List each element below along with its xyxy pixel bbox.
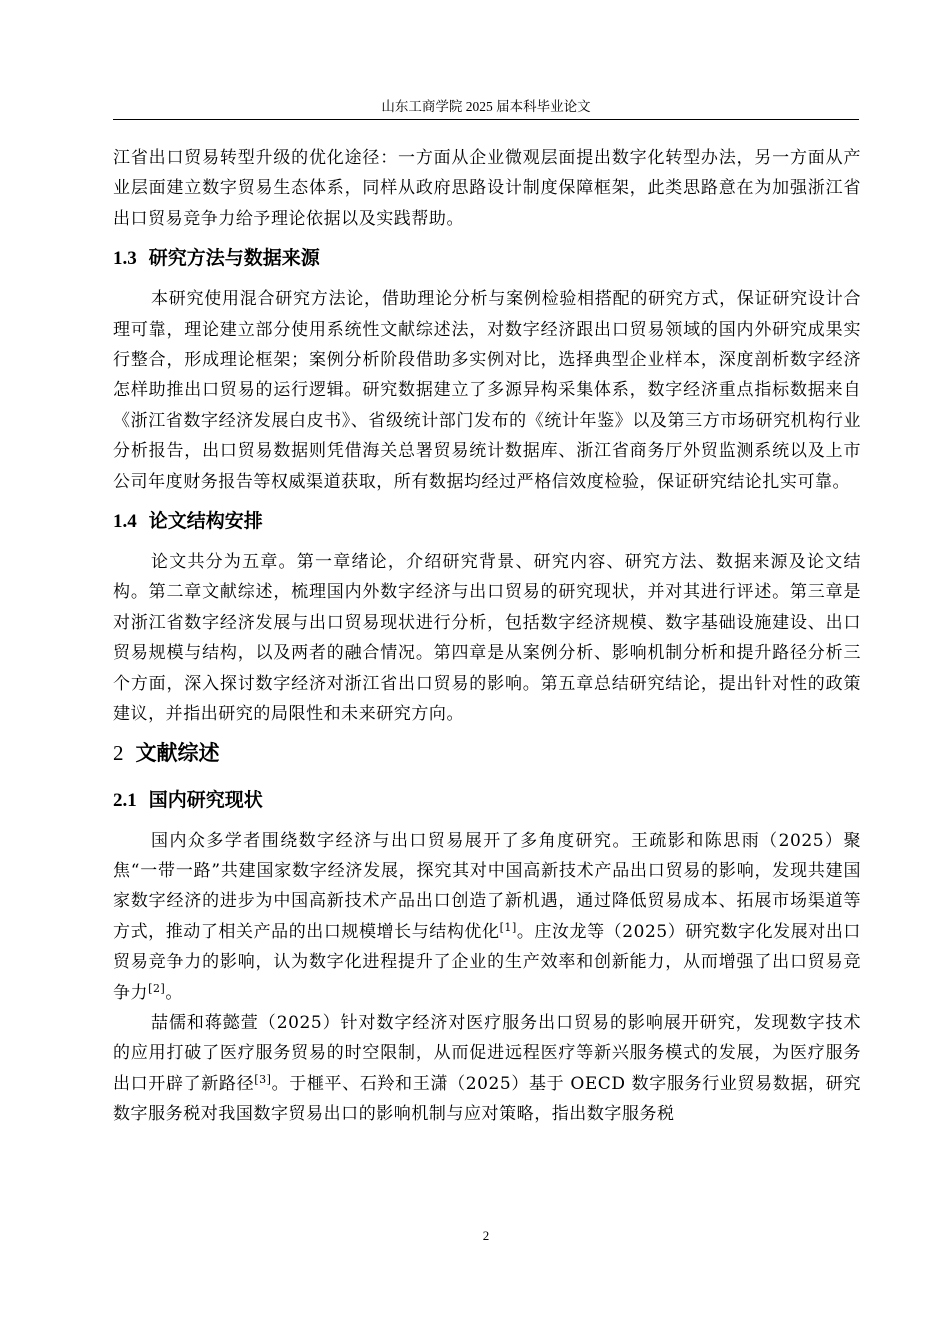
page-number: 2 [482,1228,490,1243]
section-heading-2-1 [113,776,861,826]
citation-2[interactable]: [2] [148,981,166,995]
chapter-heading-2 [113,730,861,776]
text-run: 。庄汝龙等（2025）研究数字化发展对出口贸易竞争力的影响，认为数字化进程提升了企业的生产效率和创新能力，从而增强了出口贸易竞争力 [113,921,861,1003]
text-run: 国内众多学者围绕数字经济与出口贸易展开了多角度研究。王疏影和陈思雨（2025）聚焦“一带一路”共建国家数字经济发展，探究其对中国高新技术产品出口贸易的影响，发现共建国家数字经济的进步为中国高新技术产品出口创造了新机遇，通过降低贸易成本、拓展市场渠道等方式，推动了相关产品的出口规模增长与结构优化 [113,830,861,942]
section-heading-1-3 [113,234,861,284]
running-header: 山东工商学院 2025 届本科毕业论文 [381,99,591,114]
section-title: 研究方法与数据来源 [148,247,320,270]
section-2-1-paragraph-2 [113,1008,861,1130]
section-heading-1-4 [113,497,861,547]
header-rule [113,119,859,120]
citation-3[interactable]: [3] [254,1072,272,1086]
chapter-title: 文献综述 [135,739,220,765]
section-title: 论文结构安排 [148,510,263,533]
body-text [113,143,861,1130]
text-run: 。于榧平、石羚和王潇（2025）基于 OECD 数字服务行业贸易数据，研究数字服务税对我国数字贸易出口的影响机制与应对策略，指出数字服务税 [113,1073,861,1125]
section-number: 2.1 [113,789,137,811]
section-1-3-paragraph: 本研究使用混合研究方法论，借助理论分析与案例检验相搭配的研究方式，保证研究设计合理可靠，理论建立部分使用系统性文献综述法，对数字经济跟出口贸易领域的国内外研究成果实行整合，形成理论框架；案例分析阶段借助多实例对比，选择典型企业样本，深度剖析数字经济怎样助推出口贸易的运行逻辑。研究数据建立了多源异构采集体系，数字经济重点指标数据来自《浙江省数字经济发展白皮书》、省级统计部门发布的《统计年鉴》以及第三方市场研究机构行业分析报告，出口贸易数据则凭借海关总署贸易统计数据库、浙江省商务厅外贸监测系统以及上市公司年度财务报告等权威渠道获取，所有数据均经过严格信效度检验，保证研究结论扎实可靠。 [113,289,861,492]
text-run: 喆儒和蒋懿萱（2025）针对数字经济对医疗服务出口贸易的影响展开研究，发现数字技术的应用打破了医疗服务贸易的时空限制，从而促进远程医疗等新兴服务模式的发展，为医疗服务出口开辟了新路径 [113,1012,861,1094]
section-number: 1.4 [113,511,137,533]
section-title: 国内研究现状 [148,788,263,811]
section-2-1-paragraph-1 [113,826,861,1008]
intro-paragraph: 江省出口贸易转型升级的优化途径：一方面从企业微观层面提出数字化转型办法，另一方面从产业层面建立数字贸易生态体系，同样从政府思路设计制度保障框架，此类思路意在为加强浙江省出口贸易竞争力给予理论依据以及实践帮助。 [113,148,861,229]
section-1-4-paragraph: 论文共分为五章。第一章绪论，介绍研究背景、研究内容、研究方法、数据来源及论文结构。第二章文献综述，梳理国内外数字经济与出口贸易的研究现状，并对其进行评述。第三章是对浙江省数字经济发展与出口贸易现状进行分析，包括数字经济规模、数字基础设施建设、出口贸易规模与结构，以及两者的融合情况。第四章是从案例分析、影响机制分析和提升路径分析三个方面，深入探讨数字经济对浙江省出口贸易的影响。第五章总结研究结论，提出针对性的政策建议，并指出研究的局限性和未来研究方向。 [113,552,861,725]
section-number: 1.3 [113,248,137,270]
citation-1[interactable]: [1] [499,920,517,934]
chapter-number: 2 [113,740,124,765]
text-run: 。 [165,982,183,1003]
